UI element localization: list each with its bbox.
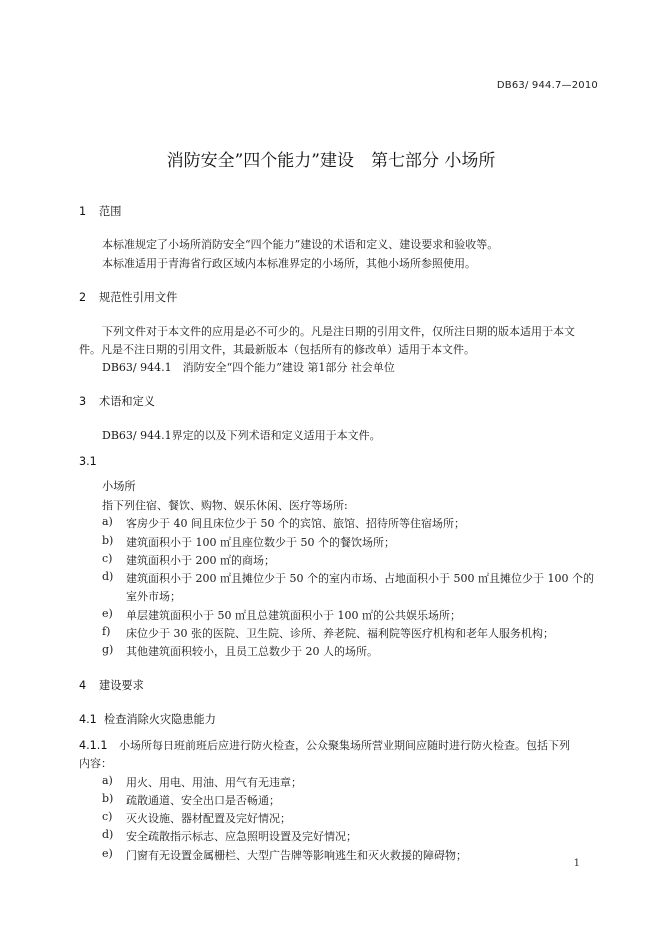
section-number: 1 bbox=[79, 205, 87, 218]
clause-line: 内容： bbox=[79, 757, 112, 770]
list-label: e) bbox=[102, 607, 113, 620]
section-title: 术语和定义 bbox=[99, 395, 155, 408]
section-4-heading bbox=[79, 677, 144, 693]
list-label: b) bbox=[102, 792, 114, 805]
list-item: 建筑面积小于 200 ㎡的商场； bbox=[126, 554, 275, 567]
list-item: 用火、用电、用油、用气有无违章； bbox=[126, 776, 302, 789]
list-item: 建筑面积小于 200 ㎡且摊位少于 50 个的室内市场、占地面积小于 500 ㎡且摊位少于 100 个的 bbox=[126, 572, 594, 585]
paragraph-line: 下列文件对于本文件的应用是必不可少的。凡是注日期的引用文件，仅所注日期的版本适用于本文 bbox=[102, 325, 575, 338]
subsection-number: 4.1 bbox=[79, 713, 97, 726]
list-item: 建筑面积小于 100 ㎡且座位数少于 50 个的餐饮场所； bbox=[126, 536, 395, 549]
document-title: 消防安全”四个能力”建设 第七部分 小场所 bbox=[166, 151, 496, 171]
list-item: 客房少于 40 间且床位少于 50 个的宾馆、旅馆、招待所等住宿场所； bbox=[126, 517, 465, 530]
normative-reference: DB63/ 944.1 消防安全“四个能力”建设 第1部分 社会单位 bbox=[102, 361, 395, 374]
list-item-continuation: 室外市场； bbox=[126, 590, 181, 603]
list-item: 安全疏散指示标志、应急照明设置及完好情况； bbox=[126, 830, 357, 843]
subsection-number: 3.1 bbox=[79, 455, 97, 468]
paragraph: 本标准适用于青海省行政区域内本标准界定的小场所，其他小场所参照使用。 bbox=[102, 257, 476, 270]
list-label: a) bbox=[102, 515, 113, 528]
paragraph: DB63/ 944.1界定的以及下列术语和定义适用于本文件。 bbox=[102, 429, 381, 442]
section-number: 2 bbox=[79, 291, 87, 304]
section-title: 范围 bbox=[99, 205, 122, 218]
section-3-heading bbox=[79, 393, 155, 409]
subsection-heading bbox=[79, 711, 216, 727]
list-label: e) bbox=[102, 847, 113, 860]
clause-text: 小场所每日班前班后应进行防火检查，公众聚集场所营业期间应随时进行防火检查。包括下列 bbox=[119, 739, 570, 752]
section-number: 4 bbox=[79, 679, 87, 692]
list-label: c) bbox=[102, 552, 113, 565]
term-definition: 指下列住宿、餐饮、购物、娱乐休闲、医疗等场所: bbox=[102, 499, 348, 512]
list-item: 床位少于 30 张的医院、卫生院、诊所、养老院、福利院等医疗机构和老年人服务机构； bbox=[126, 627, 554, 640]
term-name: 小场所 bbox=[102, 480, 136, 493]
section-1-heading bbox=[79, 203, 121, 219]
list-item: 门窗有无设置金属栅栏、大型广告牌等影响逃生和灭火救援的障碍物； bbox=[126, 849, 467, 862]
list-label: f) bbox=[102, 625, 111, 638]
list-label: a) bbox=[102, 774, 113, 787]
page-number: 1 bbox=[573, 858, 580, 869]
section-number: 3 bbox=[79, 395, 87, 408]
section-2-heading bbox=[79, 289, 177, 305]
clause-line bbox=[79, 737, 570, 753]
clause-number: 4.1.1 bbox=[79, 739, 108, 752]
paragraph: 本标准规定了小场所消防安全“四个能力”建设的术语和定义、建设要求和验收等。 bbox=[102, 238, 499, 251]
section-title: 规范性引用文件 bbox=[99, 291, 178, 304]
list-item: 单层建筑面积小于 50 ㎡且总建筑面积小于 100 ㎡的公共娱乐场所； bbox=[126, 609, 461, 622]
list-label: d) bbox=[102, 828, 114, 841]
list-item: 其他建筑面积较小，且员工总数少于 20 人的场所。 bbox=[126, 645, 378, 658]
subsection-title: 检查消除火灾隐患能力 bbox=[104, 713, 216, 726]
section-title: 建设要求 bbox=[99, 679, 144, 692]
list-item: 灭火设施、器材配置及完好情况； bbox=[126, 812, 291, 825]
list-label: d) bbox=[102, 570, 114, 583]
list-label: b) bbox=[102, 534, 114, 547]
list-label: c) bbox=[102, 810, 113, 823]
list-label: g) bbox=[102, 643, 114, 656]
list-item: 疏散通道、安全出口是否畅通； bbox=[126, 794, 280, 807]
paragraph-line: 件。凡是不注日期的引用文件，其最新版本（包括所有的修改单）适用于本文件。 bbox=[79, 343, 475, 356]
standard-number: DB63/ 944.7—2010 bbox=[496, 80, 598, 91]
